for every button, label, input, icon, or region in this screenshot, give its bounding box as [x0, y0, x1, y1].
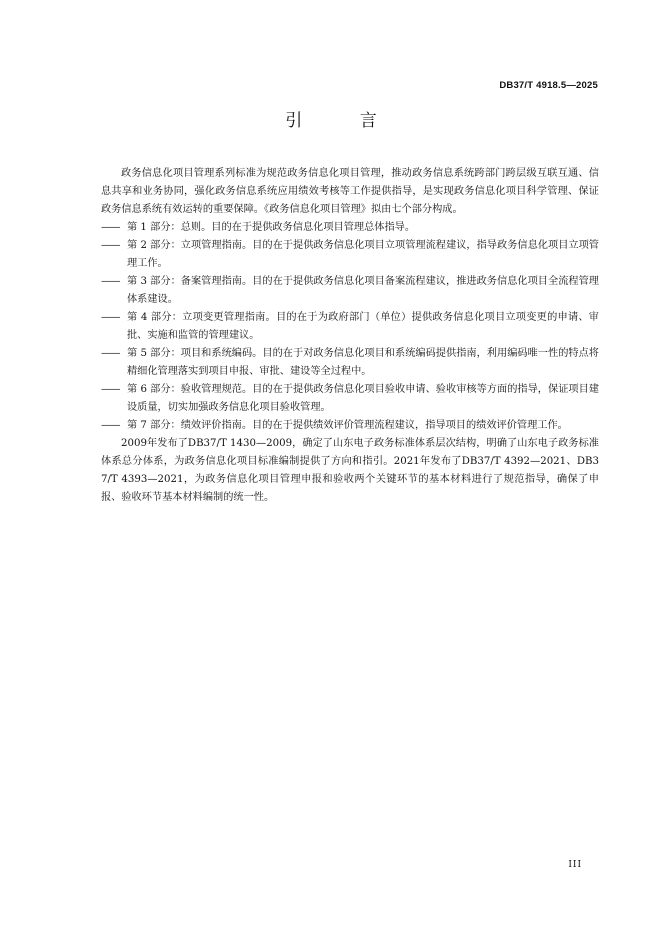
document-code: DB37/T 4918.5—2025 — [499, 80, 598, 91]
list-item — [101, 237, 599, 273]
list-dash: —— — [101, 348, 120, 359]
list-dash: —— — [101, 222, 120, 233]
list-item-text: 第 2 部分：立项管理指南。目的在于提供政务信息化项目立项管理流程建议，指导政务信息化项目立项管理工作。 — [127, 240, 599, 269]
list-item — [101, 309, 599, 345]
list-dash: —— — [101, 240, 120, 251]
list-dash: —— — [101, 420, 120, 431]
list-item-text: 第 3 部分：备案管理指南。目的在于提供政务信息化项目备案流程建议，推进政务信息化项目全流程管理体系建设。 — [127, 276, 599, 305]
parts-list — [101, 219, 599, 435]
list-item — [101, 381, 599, 417]
list-item-text: 第 1 部分：总则。目的在于提供政务信息化项目管理总体指导。 — [127, 222, 416, 233]
page-title: 引 言 — [285, 111, 403, 131]
list-item-text: 第 4 部分：立项变更管理指南。目的在于为政府部门（单位）提供政务信息化项目立项变更的申请、审批、实施和监管的管理建议。 — [127, 312, 599, 341]
closing-paragraph: 2009年发布了DB37/T 1430—2009，确定了山东电子政务标准体系层次结构，明确了山东电子政务标准体系总分体系，为政务信息化项目标准编制提供了方向和指引。2021年发布了DB37/T 4392—2021、DB37/T 4393—2021，为政务信息化项目管理申报和验收两个关键环节的基本材料进行了规范指导，确保了申报、验收环节基本材料编制的统一性。 — [101, 438, 599, 503]
intro-paragraph: 政务信息化项目管理系列标准为规范政务信息化项目管理，推动政务信息系统跨部门跨层级互联互通、信息共享和业务协同，强化政务信息系统应用绩效考核等工作提供指导，是实现政务信息化项目科学管理、保证政务信息系统有效运转的重要保障。《政务信息化项目管理》拟由七个部分构成。 — [101, 168, 599, 215]
list-item-text: 第 6 部分：验收管理规范。目的在于提供政务信息化项目验收申请、验收审核等方面的指导，保证项目建设质量，切实加强政务信息化项目验收管理。 — [127, 384, 599, 413]
list-item — [101, 345, 599, 381]
list-item-text: 第 5 部分：项目和系统编码。目的在于对政务信息化项目和系统编码提供指南，利用编码唯一性的特点将精细化管理落实到项目申报、审批、建设等全过程中。 — [127, 348, 599, 377]
list-dash: —— — [101, 384, 120, 395]
list-item — [101, 273, 599, 309]
list-item — [101, 417, 599, 435]
list-item-text: 第 7 部分：绩效评价指南。目的在于提供绩效评价管理流程建议，指导项目的绩效评价管理工作。 — [127, 420, 568, 431]
list-dash: —— — [101, 312, 120, 323]
list-dash: —— — [101, 276, 120, 287]
page-number: III — [568, 860, 582, 870]
document-body — [101, 165, 599, 507]
list-item — [101, 219, 599, 237]
